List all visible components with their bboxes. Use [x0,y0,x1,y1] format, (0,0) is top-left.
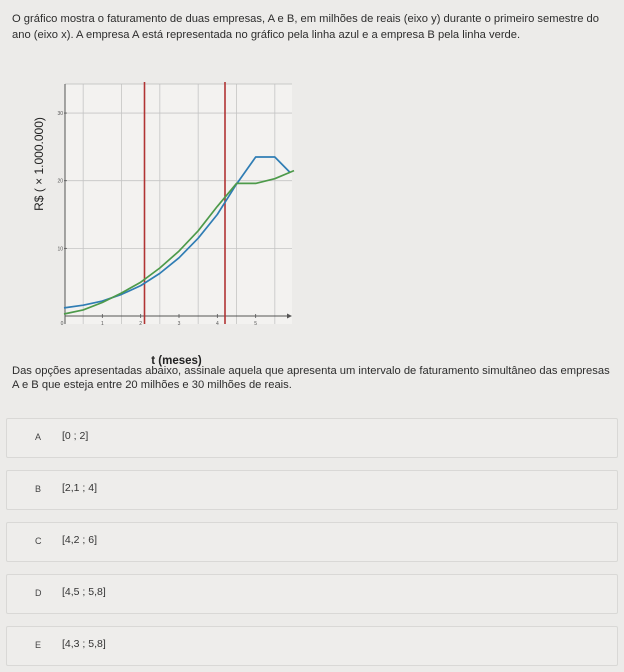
option-c-letter: C [35,536,42,546]
option-d[interactable] [6,574,618,614]
option-a-letter: A [35,432,42,442]
prompt-text: Das opções apresentadas abaixo, assinale aquela que apresenta um intervalo de faturamento simultâneo das empresas A e B que esteja entre 20 milhões e 30 milhões de reais. [12,365,610,391]
option-c-value: [4,2 ; 6] [62,534,98,546]
x-tick-label: 5 [254,321,258,327]
x-axis-label: t (meses) [151,355,202,367]
option-c[interactable] [6,522,618,562]
x-tick-label: 1 [100,321,104,327]
revenue-chart-svg [0,72,310,372]
y-axis-label: R$ ( × 1.000.000) [32,117,46,211]
plot-background [65,84,292,324]
question-text: O gráfico mostra o faturamento de duas empresas, A e B, em milhões de reais (eixo y) durante o primeiro semestre do ano (eixo x). A empresa A está representada no gráfico pela linha azul e a empresa B pela linha verde. [12,13,599,41]
option-e[interactable] [6,626,618,666]
option-e-letter: E [35,640,42,650]
option-d-value: [4,5 ; 5,8] [62,586,106,598]
option-d-letter: D [35,588,42,598]
y-tick-label: 20 [57,178,63,185]
x-tick-label: 2 [139,321,143,327]
y-tick-label: 30 [57,111,63,118]
option-e-value: [4,3 ; 5,8] [62,638,106,650]
option-b-value: [2,1 ; 4] [62,482,98,494]
option-a-value: [0 ; 2] [62,430,89,442]
x-tick-label: 0 [60,321,64,327]
y-tick-label: 10 [57,246,63,253]
option-b[interactable] [6,470,618,510]
revenue-chart [0,72,310,372]
x-tick-label: 3 [177,321,181,327]
option-a[interactable] [6,418,618,458]
x-tick-label: 4 [215,321,219,327]
option-b-letter: B [35,484,42,494]
